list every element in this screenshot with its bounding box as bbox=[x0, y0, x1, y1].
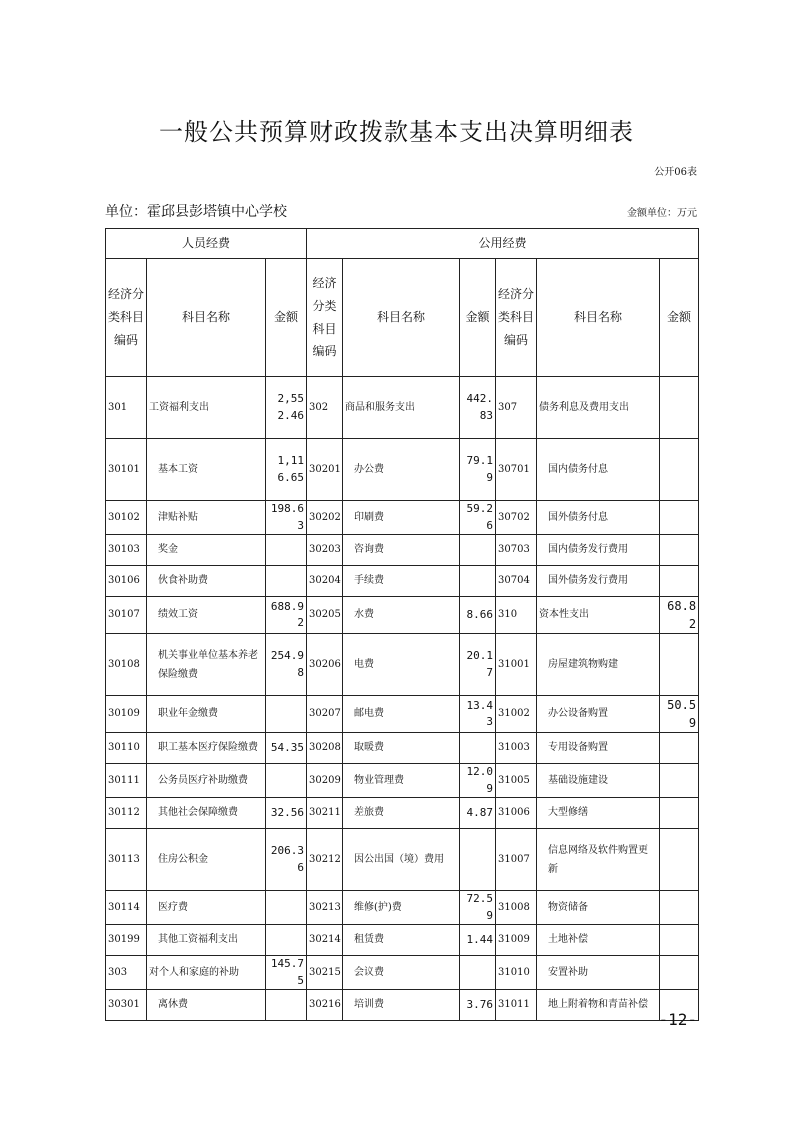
amount-cell: 442.83 bbox=[460, 377, 496, 439]
money-unit: 金额单位：万元 bbox=[627, 208, 697, 219]
section-personnel: 人员经费 bbox=[106, 229, 307, 259]
name-cell: 国内债务付息 bbox=[537, 439, 660, 501]
amount-cell: 198.63 bbox=[266, 501, 307, 535]
code-cell: 30201 bbox=[307, 439, 343, 501]
table-row bbox=[106, 535, 699, 566]
name-cell: 土地补偿 bbox=[537, 925, 660, 956]
code-cell: 30204 bbox=[307, 566, 343, 597]
code-cell: 31010 bbox=[496, 956, 537, 990]
name-cell: 奖金 bbox=[147, 535, 266, 566]
code-cell: 31006 bbox=[496, 798, 537, 829]
col-name-2: 科目名称 bbox=[343, 259, 460, 377]
code-cell: 31011 bbox=[496, 990, 537, 1021]
page-number: -12- bbox=[658, 1010, 697, 1029]
code-cell: 30205 bbox=[307, 597, 343, 634]
section-public: 公用经费 bbox=[307, 229, 699, 259]
code-cell: 30211 bbox=[307, 798, 343, 829]
name-cell: 职业年金缴费 bbox=[147, 696, 266, 733]
table-row bbox=[106, 925, 699, 956]
name-cell: 离休费 bbox=[147, 990, 266, 1021]
name-cell: 商品和服务支出 bbox=[343, 377, 460, 439]
col-name-3: 科目名称 bbox=[537, 259, 660, 377]
name-cell: 邮电费 bbox=[343, 696, 460, 733]
code-cell: 30701 bbox=[496, 439, 537, 501]
amount-cell: 50.59 bbox=[660, 696, 699, 733]
code-cell: 30214 bbox=[307, 925, 343, 956]
name-cell: 职工基本医疗保险缴费 bbox=[147, 733, 266, 764]
code-cell: 303 bbox=[106, 956, 147, 990]
name-cell: 物业管理费 bbox=[343, 764, 460, 798]
name-cell: 对个人和家庭的补助 bbox=[147, 956, 266, 990]
amount-cell: 2,552.46 bbox=[266, 377, 307, 439]
amount-cell: 13.43 bbox=[460, 696, 496, 733]
col-amount-1: 金额 bbox=[266, 259, 307, 377]
code-cell: 30112 bbox=[106, 798, 147, 829]
amount-cell: 254.98 bbox=[266, 634, 307, 696]
table-row bbox=[106, 764, 699, 798]
amount-cell bbox=[660, 377, 699, 439]
code-cell: 30703 bbox=[496, 535, 537, 566]
amount-cell: 12.09 bbox=[460, 764, 496, 798]
name-cell: 医疗费 bbox=[147, 891, 266, 925]
amount-cell: 688.92 bbox=[266, 597, 307, 634]
name-cell: 公务员医疗补助缴费 bbox=[147, 764, 266, 798]
amount-cell bbox=[660, 535, 699, 566]
amount-cell bbox=[660, 634, 699, 696]
amount-cell: 54.35 bbox=[266, 733, 307, 764]
amount-cell: 32.56 bbox=[266, 798, 307, 829]
name-cell: 债务利息及费用支出 bbox=[537, 377, 660, 439]
code-cell: 30108 bbox=[106, 634, 147, 696]
name-cell: 专用设备购置 bbox=[537, 733, 660, 764]
code-cell: 30203 bbox=[307, 535, 343, 566]
code-cell: 31005 bbox=[496, 764, 537, 798]
code-cell: 30107 bbox=[106, 597, 147, 634]
amount-cell bbox=[266, 566, 307, 597]
code-cell: 30704 bbox=[496, 566, 537, 597]
code-cell: 30216 bbox=[307, 990, 343, 1021]
code-cell: 30101 bbox=[106, 439, 147, 501]
amount-cell bbox=[460, 535, 496, 566]
code-cell: 31007 bbox=[496, 829, 537, 891]
name-cell: 国外债务发行费用 bbox=[537, 566, 660, 597]
amount-cell: 59.26 bbox=[460, 501, 496, 535]
code-cell: 30202 bbox=[307, 501, 343, 535]
name-cell: 印刷费 bbox=[343, 501, 460, 535]
name-cell: 其他工资福利支出 bbox=[147, 925, 266, 956]
amount-cell: 79.19 bbox=[460, 439, 496, 501]
code-cell: 30702 bbox=[496, 501, 537, 535]
amount-cell: 3.76 bbox=[460, 990, 496, 1021]
name-cell: 房屋建筑物购建 bbox=[537, 634, 660, 696]
name-cell: 基础设施建设 bbox=[537, 764, 660, 798]
name-cell: 培训费 bbox=[343, 990, 460, 1021]
amount-cell bbox=[660, 733, 699, 764]
section-header-row bbox=[106, 229, 699, 259]
table-row bbox=[106, 990, 699, 1021]
amount-cell bbox=[660, 764, 699, 798]
table-row bbox=[106, 597, 699, 634]
code-cell: 30209 bbox=[307, 764, 343, 798]
name-cell: 咨询费 bbox=[343, 535, 460, 566]
col-code-1: 经济分类科目编码 bbox=[106, 259, 147, 377]
name-cell: 机关事业单位基本养老保险缴费 bbox=[147, 634, 266, 696]
column-header-row bbox=[106, 259, 699, 377]
table-row bbox=[106, 501, 699, 535]
table-row bbox=[106, 566, 699, 597]
amount-cell bbox=[266, 535, 307, 566]
name-cell: 绩效工资 bbox=[147, 597, 266, 634]
table-row bbox=[106, 439, 699, 501]
code-cell: 30113 bbox=[106, 829, 147, 891]
table-row bbox=[106, 377, 699, 439]
code-cell: 30109 bbox=[106, 696, 147, 733]
name-cell: 其他社会保障缴费 bbox=[147, 798, 266, 829]
name-cell: 租赁费 bbox=[343, 925, 460, 956]
form-number: 公开06表 bbox=[654, 167, 697, 178]
col-code-2: 经济分类科目编码 bbox=[307, 259, 343, 377]
name-cell: 安置补助 bbox=[537, 956, 660, 990]
code-cell: 307 bbox=[496, 377, 537, 439]
amount-cell bbox=[660, 925, 699, 956]
table-row bbox=[106, 733, 699, 764]
col-name-1: 科目名称 bbox=[147, 259, 266, 377]
amount-cell: 1.44 bbox=[460, 925, 496, 956]
code-cell: 30206 bbox=[307, 634, 343, 696]
name-cell: 国外债务付息 bbox=[537, 501, 660, 535]
name-cell: 信息网络及软件购置更新 bbox=[537, 829, 660, 891]
amount-cell: 8.66 bbox=[460, 597, 496, 634]
code-cell: 30114 bbox=[106, 891, 147, 925]
name-cell: 物资储备 bbox=[537, 891, 660, 925]
code-cell: 30301 bbox=[106, 990, 147, 1021]
code-cell: 31009 bbox=[496, 925, 537, 956]
name-cell: 基本工资 bbox=[147, 439, 266, 501]
code-cell: 30102 bbox=[106, 501, 147, 535]
amount-cell: 206.36 bbox=[266, 829, 307, 891]
code-cell: 31008 bbox=[496, 891, 537, 925]
name-cell: 大型修缮 bbox=[537, 798, 660, 829]
amount-cell: 72.59 bbox=[460, 891, 496, 925]
col-amount-3: 金额 bbox=[660, 259, 699, 377]
code-cell: 31002 bbox=[496, 696, 537, 733]
name-cell: 水费 bbox=[343, 597, 460, 634]
name-cell: 工资福利支出 bbox=[147, 377, 266, 439]
code-cell: 30103 bbox=[106, 535, 147, 566]
name-cell: 差旅费 bbox=[343, 798, 460, 829]
page-title: 一般公共预算财政拨款基本支出决算明细表 bbox=[159, 118, 634, 146]
name-cell: 住房公积金 bbox=[147, 829, 266, 891]
name-cell: 维修(护)费 bbox=[343, 891, 460, 925]
name-cell: 手续费 bbox=[343, 566, 460, 597]
amount-cell bbox=[460, 956, 496, 990]
code-cell: 30208 bbox=[307, 733, 343, 764]
code-cell: 31001 bbox=[496, 634, 537, 696]
amount-cell bbox=[660, 956, 699, 990]
table-row bbox=[106, 956, 699, 990]
col-code-3: 经济分类科目编码 bbox=[496, 259, 537, 377]
code-cell: 30207 bbox=[307, 696, 343, 733]
code-cell: 30215 bbox=[307, 956, 343, 990]
amount-cell bbox=[660, 798, 699, 829]
name-cell: 因公出国（境）费用 bbox=[343, 829, 460, 891]
amount-cell bbox=[460, 733, 496, 764]
amount-cell: 1,116.65 bbox=[266, 439, 307, 501]
code-cell: 30111 bbox=[106, 764, 147, 798]
table-row bbox=[106, 696, 699, 733]
code-cell: 30106 bbox=[106, 566, 147, 597]
code-cell: 30110 bbox=[106, 733, 147, 764]
amount-cell bbox=[660, 829, 699, 891]
code-cell: 31003 bbox=[496, 733, 537, 764]
name-cell: 伙食补助费 bbox=[147, 566, 266, 597]
table-row bbox=[106, 891, 699, 925]
amount-cell bbox=[460, 566, 496, 597]
name-cell: 国内债务发行费用 bbox=[537, 535, 660, 566]
code-cell: 30199 bbox=[106, 925, 147, 956]
name-cell: 取暖费 bbox=[343, 733, 460, 764]
name-cell: 办公设备购置 bbox=[537, 696, 660, 733]
amount-cell: 20.17 bbox=[460, 634, 496, 696]
amount-cell: 145.75 bbox=[266, 956, 307, 990]
col-amount-2: 金额 bbox=[460, 259, 496, 377]
amount-cell bbox=[660, 566, 699, 597]
amount-cell bbox=[660, 891, 699, 925]
name-cell: 电费 bbox=[343, 634, 460, 696]
amount-cell bbox=[266, 696, 307, 733]
reporting-unit: 单位：霍邱县彭塔镇中心学校 bbox=[105, 204, 287, 220]
table-row bbox=[106, 634, 699, 696]
code-cell: 302 bbox=[307, 377, 343, 439]
name-cell: 地上附着物和青苗补偿 bbox=[537, 990, 660, 1021]
amount-cell: 4.87 bbox=[460, 798, 496, 829]
amount-cell bbox=[266, 891, 307, 925]
amount-cell bbox=[660, 439, 699, 501]
amount-cell bbox=[460, 829, 496, 891]
amount-cell bbox=[266, 990, 307, 1021]
amount-cell: 68.82 bbox=[660, 597, 699, 634]
name-cell: 津贴补贴 bbox=[147, 501, 266, 535]
name-cell: 资本性支出 bbox=[537, 597, 660, 634]
name-cell: 会议费 bbox=[343, 956, 460, 990]
amount-cell bbox=[660, 501, 699, 535]
table-row bbox=[106, 829, 699, 891]
expenditure-table bbox=[105, 228, 699, 1021]
code-cell: 310 bbox=[496, 597, 537, 634]
amount-cell bbox=[266, 925, 307, 956]
code-cell: 30212 bbox=[307, 829, 343, 891]
code-cell: 30213 bbox=[307, 891, 343, 925]
table-row bbox=[106, 798, 699, 829]
name-cell: 办公费 bbox=[343, 439, 460, 501]
amount-cell bbox=[266, 764, 307, 798]
code-cell: 301 bbox=[106, 377, 147, 439]
